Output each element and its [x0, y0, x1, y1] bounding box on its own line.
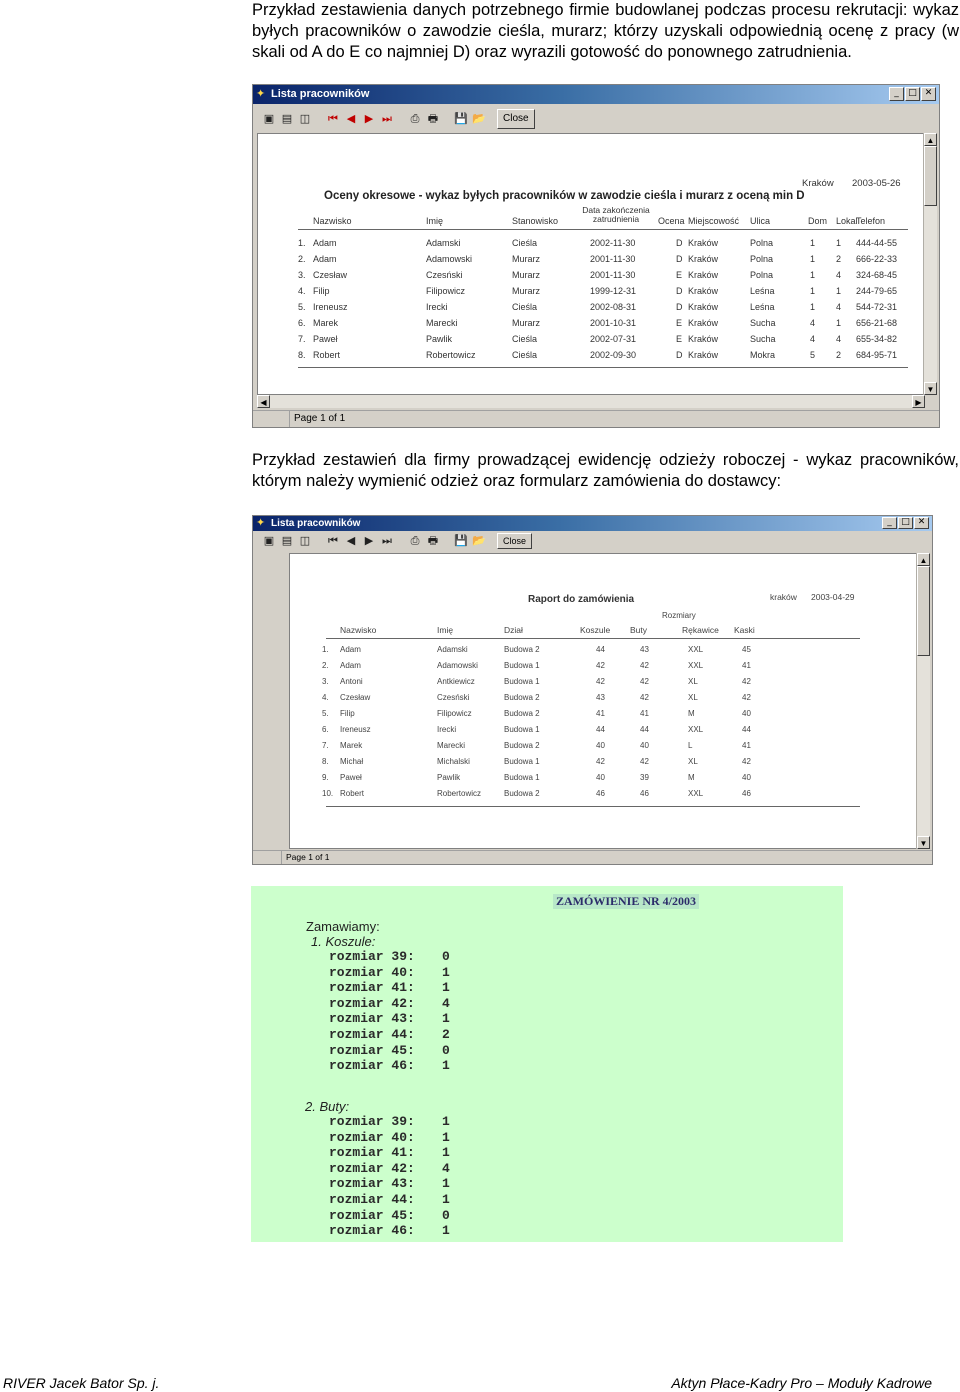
table-cell: 4 — [836, 334, 842, 344]
first-page-icon[interactable]: ⏮ — [328, 534, 338, 547]
table-cell: 40 — [640, 741, 649, 750]
table-cell: Robertowicz — [437, 789, 482, 798]
table-cell: 4. — [322, 693, 329, 702]
table-cell: 3. — [322, 677, 329, 686]
table-cell: Adamski — [426, 238, 461, 248]
table-cell: Adam — [313, 254, 337, 264]
table-cell: Filipowicz — [426, 286, 466, 296]
report-city: Kraków — [802, 178, 834, 189]
table-cell: D — [676, 286, 683, 296]
size-label: rozmiar 42: — [329, 995, 415, 1011]
table-cell: 42 — [596, 661, 605, 670]
table-cell: 4 — [836, 270, 842, 280]
table-cell: E — [676, 318, 683, 328]
vertical-scrollbar[interactable] — [923, 133, 937, 395]
table-cell: 1 — [810, 302, 816, 312]
table-cell: 44 — [596, 645, 605, 654]
column-header: Imię — [437, 625, 454, 635]
table-cell: Marecki — [426, 318, 458, 328]
table-cell: 1 — [836, 318, 842, 328]
table-cell: 666-22-33 — [856, 254, 898, 264]
table-cell: Murarz — [512, 270, 541, 280]
table-cell: 2002-11-30 — [590, 238, 636, 248]
table-cell: 42 — [640, 677, 649, 686]
table-cell: XXL — [688, 645, 704, 654]
table-cell: 544-72-31 — [856, 302, 898, 312]
table-cell: Polna — [750, 270, 774, 280]
table-cell: Czesław — [313, 270, 348, 280]
minimize-button[interactable]: _ — [882, 517, 897, 529]
order-section-shoes: 2. Buty: — [305, 1099, 350, 1114]
table-cell: Sucha — [750, 334, 776, 344]
page-indicator: Page 1 of 1 — [289, 411, 345, 427]
table-cell: Murarz — [512, 286, 541, 296]
table-cell: 2002-08-31 — [590, 302, 637, 312]
table-cell: Murarz — [512, 318, 541, 328]
report-page — [257, 133, 925, 395]
table-cell: 1 — [836, 238, 842, 248]
table-cell: 42 — [640, 693, 649, 702]
size-label: rozmiar 45: — [329, 1207, 415, 1223]
table-cell: E — [676, 270, 683, 280]
table-cell: Filipowicz — [437, 709, 472, 718]
table-cell: Adam — [340, 661, 361, 670]
table-cell: 42 — [742, 693, 751, 702]
table-cell: Irecki — [426, 302, 448, 312]
table-cell: 43 — [596, 693, 605, 702]
order-form — [251, 886, 843, 1242]
scroll-down-icon[interactable]: ▼ — [924, 382, 937, 395]
open-icon[interactable]: 📂 — [472, 534, 486, 547]
table-cell: Budowa 2 — [504, 693, 540, 702]
table-cell: Leśna — [750, 302, 775, 312]
table-cell: 2001-11-30 — [590, 254, 636, 264]
size-label: rozmiar 43: — [329, 1176, 415, 1192]
print-setup-icon[interactable]: ⎙ — [410, 534, 420, 547]
print-setup-icon[interactable]: ⎙ — [410, 112, 420, 125]
column-header: Kaski — [734, 625, 755, 635]
size-label: rozmiar 45: — [329, 1042, 415, 1058]
table-cell: D — [676, 350, 683, 360]
app-icon: ✦ — [256, 517, 266, 529]
table-cell: XL — [688, 693, 698, 702]
table-cell: 40 — [742, 709, 751, 718]
table-cell: 42 — [640, 757, 649, 766]
table-cell: 2001-11-30 — [590, 270, 636, 280]
table-cell: Mokra — [750, 350, 776, 360]
column-header: Ulica — [750, 216, 771, 226]
size-label: rozmiar 44: — [329, 1027, 415, 1042]
last-page-icon[interactable]: ⏭ — [382, 112, 392, 125]
table-cell: 6. — [298, 318, 306, 328]
close-window-button[interactable]: ✕ — [914, 517, 929, 529]
table-cell: 2 — [836, 350, 842, 360]
print-icon[interactable]: 🖶 — [427, 112, 439, 125]
table-cell: Adam — [340, 645, 361, 654]
size-quantity: 4 — [442, 995, 450, 1011]
column-header: Miejscowość — [688, 216, 740, 226]
prev-page-icon[interactable]: ◀ — [346, 112, 356, 125]
table-cell: 8. — [298, 350, 306, 360]
table-cell: XL — [688, 757, 698, 766]
table-cell: 43 — [640, 645, 649, 654]
footer-company: RIVER Jacek Bator Sp. j. — [3, 1375, 160, 1391]
table-cell: Pawlik — [426, 334, 453, 344]
table-cell: 41 — [596, 709, 605, 718]
size-quantity: 0 — [442, 949, 450, 964]
prev-page-icon[interactable]: ◀ — [346, 534, 356, 547]
table-cell: 46 — [640, 789, 649, 798]
table-cell: 684-95-71 — [856, 350, 898, 360]
status-bar — [253, 850, 932, 864]
horizontal-scrollbar[interactable] — [257, 395, 925, 408]
table-cell: Kraków — [688, 254, 719, 264]
table-cell: Polna — [750, 254, 774, 264]
size-label: rozmiar 46: — [329, 1058, 415, 1074]
zoom-icon[interactable]: ▤ — [281, 534, 293, 547]
table-cell: Michalski — [437, 757, 470, 766]
size-label: rozmiar 46: — [329, 1223, 415, 1239]
table-cell: 10. — [322, 789, 334, 798]
table-cell: Adamowski — [437, 661, 478, 670]
table-cell: Murarz — [512, 254, 541, 264]
footer-divider — [326, 806, 860, 807]
window-title: Lista pracowników — [271, 518, 361, 529]
table-cell: XXL — [688, 661, 704, 670]
table-cell: 40 — [742, 773, 751, 782]
report-title: Oceny okresowe - wykaz byłych pracowników w zawodzie cieśla i murarz z oceną min D — [324, 190, 805, 202]
table-cell: M — [688, 773, 695, 782]
print-icon[interactable]: 🖶 — [427, 534, 439, 547]
table-cell: 4. — [298, 286, 306, 296]
table-cell: 2001-10-31 — [590, 318, 637, 328]
table-cell: Kraków — [688, 350, 719, 360]
report-window-employees — [252, 84, 940, 428]
scroll-up-icon[interactable]: ▲ — [924, 133, 937, 146]
size-quantity: 1 — [442, 1114, 450, 1129]
table-cell: 46 — [742, 789, 751, 798]
next-page-icon[interactable]: ▶ — [364, 534, 374, 547]
column-header: Dział — [504, 625, 523, 635]
table-cell: Cieśla — [512, 238, 538, 248]
open-icon[interactable]: 📂 — [472, 112, 486, 125]
table-cell: 46 — [596, 789, 605, 798]
size-quantity: 1 — [442, 980, 450, 996]
table-cell: Filip — [340, 709, 355, 718]
table-cell: Robert — [313, 350, 341, 360]
table-cell: 1999-12-31 — [590, 286, 637, 296]
two-page-icon[interactable]: ◫ — [299, 112, 311, 125]
order-section-shirts: 1. Koszule: — [311, 934, 376, 949]
table-cell: D — [676, 254, 683, 264]
table-cell: 40 — [596, 773, 605, 782]
report-date: 2003-04-29 — [811, 592, 855, 602]
scroll-left-icon[interactable]: ◀ — [257, 395, 270, 408]
table-cell: XXL — [688, 725, 704, 734]
table-cell: 2. — [322, 661, 329, 670]
table-cell: Cieśla — [512, 334, 538, 344]
column-header: Koszule — [580, 625, 611, 635]
table-cell: Michał — [340, 757, 364, 766]
table-cell: Czesński — [437, 693, 470, 702]
table-cell: 2. — [298, 254, 306, 264]
table-cell: Budowa 1 — [504, 661, 540, 670]
order-title: ZAMÓWIENIE NR 4/2003 — [553, 894, 699, 909]
table-cell: Kraków — [688, 286, 719, 296]
table-cell: D — [676, 302, 683, 312]
table-cell: E — [676, 334, 683, 344]
header-divider — [326, 638, 860, 639]
table-cell: 1 — [810, 238, 816, 248]
table-cell: 44 — [742, 725, 751, 734]
scroll-thumb[interactable] — [924, 146, 937, 206]
table-cell: 5 — [810, 350, 816, 360]
close-window-button[interactable]: ✕ — [921, 87, 936, 101]
table-cell: Budowa 1 — [504, 677, 540, 686]
table-cell: M — [688, 709, 695, 718]
close-button[interactable]: Close — [497, 109, 535, 129]
scroll-down-icon[interactable]: ▼ — [917, 836, 930, 849]
table-cell: 44 — [640, 725, 649, 734]
size-quantity: 1 — [442, 1145, 450, 1161]
table-cell: 444-44-55 — [856, 238, 898, 248]
table-cell: Budowa 1 — [504, 757, 540, 766]
column-header: Dom — [808, 216, 828, 226]
table-cell: Antoni — [340, 677, 363, 686]
table-cell: 1 — [810, 270, 816, 280]
table-cell: Robert — [340, 789, 365, 798]
size-quantity: 1 — [442, 1176, 450, 1192]
table-cell: 7. — [298, 334, 306, 344]
size-quantity: 1 — [442, 964, 450, 980]
status-bar — [253, 410, 939, 427]
size-quantity: 4 — [442, 1160, 450, 1176]
table-cell: Budowa 2 — [504, 645, 540, 654]
table-cell: Irecki — [437, 725, 457, 734]
window-titlebar[interactable] — [253, 516, 932, 531]
table-cell: 41 — [742, 741, 751, 750]
size-label: rozmiar 41: — [329, 980, 415, 996]
table-cell: Marek — [313, 318, 339, 328]
app-icon: ✦ — [256, 88, 266, 100]
table-cell: Cieśla — [512, 350, 538, 360]
size-label: rozmiar 41: — [329, 1145, 415, 1161]
vertical-scrollbar[interactable] — [916, 553, 930, 849]
second-paragraph: Przykład zestawień dla firmy prowadzącej ewidencję odzieży roboczej - wykaz pracowników, którym należy wymienić odzież oraz formularz zamówienia do dostawcy: — [252, 451, 959, 490]
table-cell: 324-68-45 — [856, 270, 898, 280]
table-cell: 2002-09-30 — [590, 350, 637, 360]
next-page-icon[interactable]: ▶ — [364, 112, 374, 125]
table-cell: 2002-07-31 — [590, 334, 637, 344]
table-cell: 4 — [836, 302, 842, 312]
table-cell: 45 — [742, 645, 751, 654]
table-cell: 656-21-68 — [856, 318, 898, 328]
size-quantity: 2 — [442, 1027, 450, 1042]
table-cell: 2 — [836, 254, 842, 264]
table-cell: 1 — [810, 286, 816, 296]
table-cell: L — [688, 741, 693, 750]
table-cell: 5. — [322, 709, 329, 718]
column-header: Rękawice — [682, 625, 719, 635]
table-cell: Robertowicz — [426, 350, 476, 360]
table-cell: 42 — [596, 757, 605, 766]
report-toolbar — [253, 106, 939, 132]
table-cell: 1 — [810, 254, 816, 264]
size-label: rozmiar 39: — [329, 949, 415, 964]
size-label: rozmiar 42: — [329, 1160, 415, 1176]
report-page — [289, 553, 917, 849]
column-header: Nazwisko — [313, 216, 352, 226]
table-cell: Adamski — [437, 645, 468, 654]
window-title: Lista pracowników — [271, 88, 370, 100]
footer-product: Aktyn Płace-Kadry Pro – Moduły Kadrowe — [671, 1375, 932, 1391]
table-cell: Sucha — [750, 318, 776, 328]
report-toolbar — [253, 531, 932, 551]
table-cell: Antkiewicz — [437, 677, 475, 686]
report-window-order — [252, 515, 933, 865]
table-cell: 42 — [596, 677, 605, 686]
size-label: rozmiar 40: — [329, 1129, 415, 1145]
table-cell: 8. — [322, 757, 329, 766]
report-subheader: Data zakończenia zatrudnienia — [582, 205, 650, 224]
table-cell: 41 — [640, 709, 649, 718]
size-quantity: 1 — [442, 1192, 450, 1207]
table-cell: Paweł — [313, 334, 338, 344]
column-header: Nazwisko — [340, 625, 377, 635]
size-quantity: 0 — [442, 1207, 450, 1223]
table-cell: Leśna — [750, 286, 775, 296]
table-cell: Adam — [313, 238, 337, 248]
scroll-right-icon[interactable]: ▶ — [912, 395, 925, 408]
table-cell: 1. — [322, 645, 329, 654]
table-cell: Polna — [750, 238, 774, 248]
table-cell: Marek — [340, 741, 363, 750]
size-quantity: 1 — [442, 1011, 450, 1027]
page-indicator: Page 1 of 1 — [281, 851, 329, 864]
table-cell: 42 — [742, 677, 751, 686]
table-cell: Kraków — [688, 302, 719, 312]
first-page-icon[interactable]: ⏮ — [328, 112, 338, 125]
report-title: Raport do zamówienia — [528, 594, 635, 605]
size-label: rozmiar 40: — [329, 964, 415, 980]
table-cell: Budowa 2 — [504, 709, 540, 718]
table-cell: 44 — [596, 725, 605, 734]
page-view-icon[interactable]: ▣ — [263, 112, 275, 125]
table-cell: Budowa 1 — [504, 725, 540, 734]
table-cell: Budowa 1 — [504, 773, 540, 782]
size-quantity: 1 — [442, 1223, 450, 1239]
window-titlebar[interactable] — [253, 85, 939, 104]
table-cell: Budowa 2 — [504, 789, 540, 798]
scroll-up-icon[interactable]: ▲ — [917, 553, 930, 566]
table-cell: Kraków — [688, 334, 719, 344]
header-divider — [298, 229, 908, 230]
table-cell: 42 — [742, 757, 751, 766]
last-page-icon[interactable]: ⏭ — [382, 534, 392, 547]
maximize-button[interactable]: □ — [905, 87, 920, 101]
order-intro: Zamawiamy: — [306, 919, 380, 934]
table-cell: Ireneusz — [340, 725, 371, 734]
report-date: 2003-05-26 — [852, 178, 901, 189]
column-header: Buty — [630, 625, 648, 635]
table-cell: 39 — [640, 773, 649, 782]
size-label: rozmiar 44: — [329, 1192, 415, 1207]
column-header: Imię — [426, 216, 444, 226]
zoom-icon[interactable]: ▤ — [281, 112, 293, 125]
table-cell: Pawlik — [437, 773, 461, 782]
table-cell: 4 — [810, 334, 816, 344]
table-cell: 244-79-65 — [856, 286, 898, 296]
maximize-button[interactable]: □ — [898, 517, 913, 529]
table-cell: Kraków — [688, 270, 719, 280]
table-cell: 5. — [298, 302, 306, 312]
intro-paragraph: Przykład zestawienia danych potrzebnego firmie budowlanej podczas procesu rekrutacji: wykaz byłych pracowników o zawodzie cieśla, murarz; którzy uzyskali odpowiednią ocenę z pracy (w skali od A do E co najmniej D) oraz wyrazili gotowość do ponownego zatrudnienia. — [252, 1, 959, 61]
table-cell: Marecki — [437, 741, 466, 750]
report-city: kraków — [770, 592, 797, 602]
column-header: Stanowisko — [512, 216, 559, 226]
table-cell: XL — [688, 677, 698, 686]
save-icon[interactable]: 💾 — [454, 534, 468, 547]
table-cell: Cieśla — [512, 302, 538, 312]
size-label: rozmiar 39: — [329, 1114, 415, 1129]
table-cell: Kraków — [688, 238, 719, 248]
table-cell: XXL — [688, 789, 704, 798]
size-quantity: 1 — [442, 1058, 450, 1074]
size-quantity: 0 — [442, 1042, 450, 1058]
close-button[interactable]: Close — [497, 533, 532, 549]
size-quantity: 1 — [442, 1129, 450, 1145]
table-cell: 3. — [298, 270, 306, 280]
size-label: rozmiar 43: — [329, 1011, 415, 1027]
table-cell: 41 — [742, 661, 751, 670]
table-cell: 1. — [298, 238, 306, 248]
table-cell: Kraków — [688, 318, 719, 328]
table-cell: Filip — [313, 286, 330, 296]
table-cell: 1 — [836, 286, 842, 296]
minimize-button[interactable]: _ — [889, 87, 904, 101]
table-cell: 655-34-82 — [856, 334, 898, 344]
page-view-icon[interactable]: ▣ — [263, 534, 275, 547]
table-cell: Ireneusz — [313, 302, 348, 312]
table-cell: 7. — [322, 741, 329, 750]
column-header: Telefon — [856, 216, 886, 226]
table-cell: 42 — [640, 661, 649, 670]
table-cell: D — [676, 238, 683, 248]
scroll-thumb[interactable] — [917, 566, 930, 656]
table-cell: Budowa 2 — [504, 741, 540, 750]
table-cell: 40 — [596, 741, 605, 750]
column-header: Lokal — [836, 216, 858, 226]
footer-divider — [298, 367, 908, 368]
table-cell: Czesński — [426, 270, 463, 280]
table-cell: Czesław — [340, 693, 371, 702]
table-cell: Adamowski — [426, 254, 473, 264]
save-icon[interactable]: 💾 — [454, 112, 468, 125]
table-cell: 9. — [322, 773, 329, 782]
table-cell: 6. — [322, 725, 329, 734]
table-cell: Paweł — [340, 773, 362, 782]
report-subheader: Rozmiary — [662, 611, 696, 620]
table-cell: 4 — [810, 318, 816, 328]
two-page-icon[interactable]: ◫ — [299, 534, 311, 547]
column-header: Ocena — [658, 216, 685, 226]
